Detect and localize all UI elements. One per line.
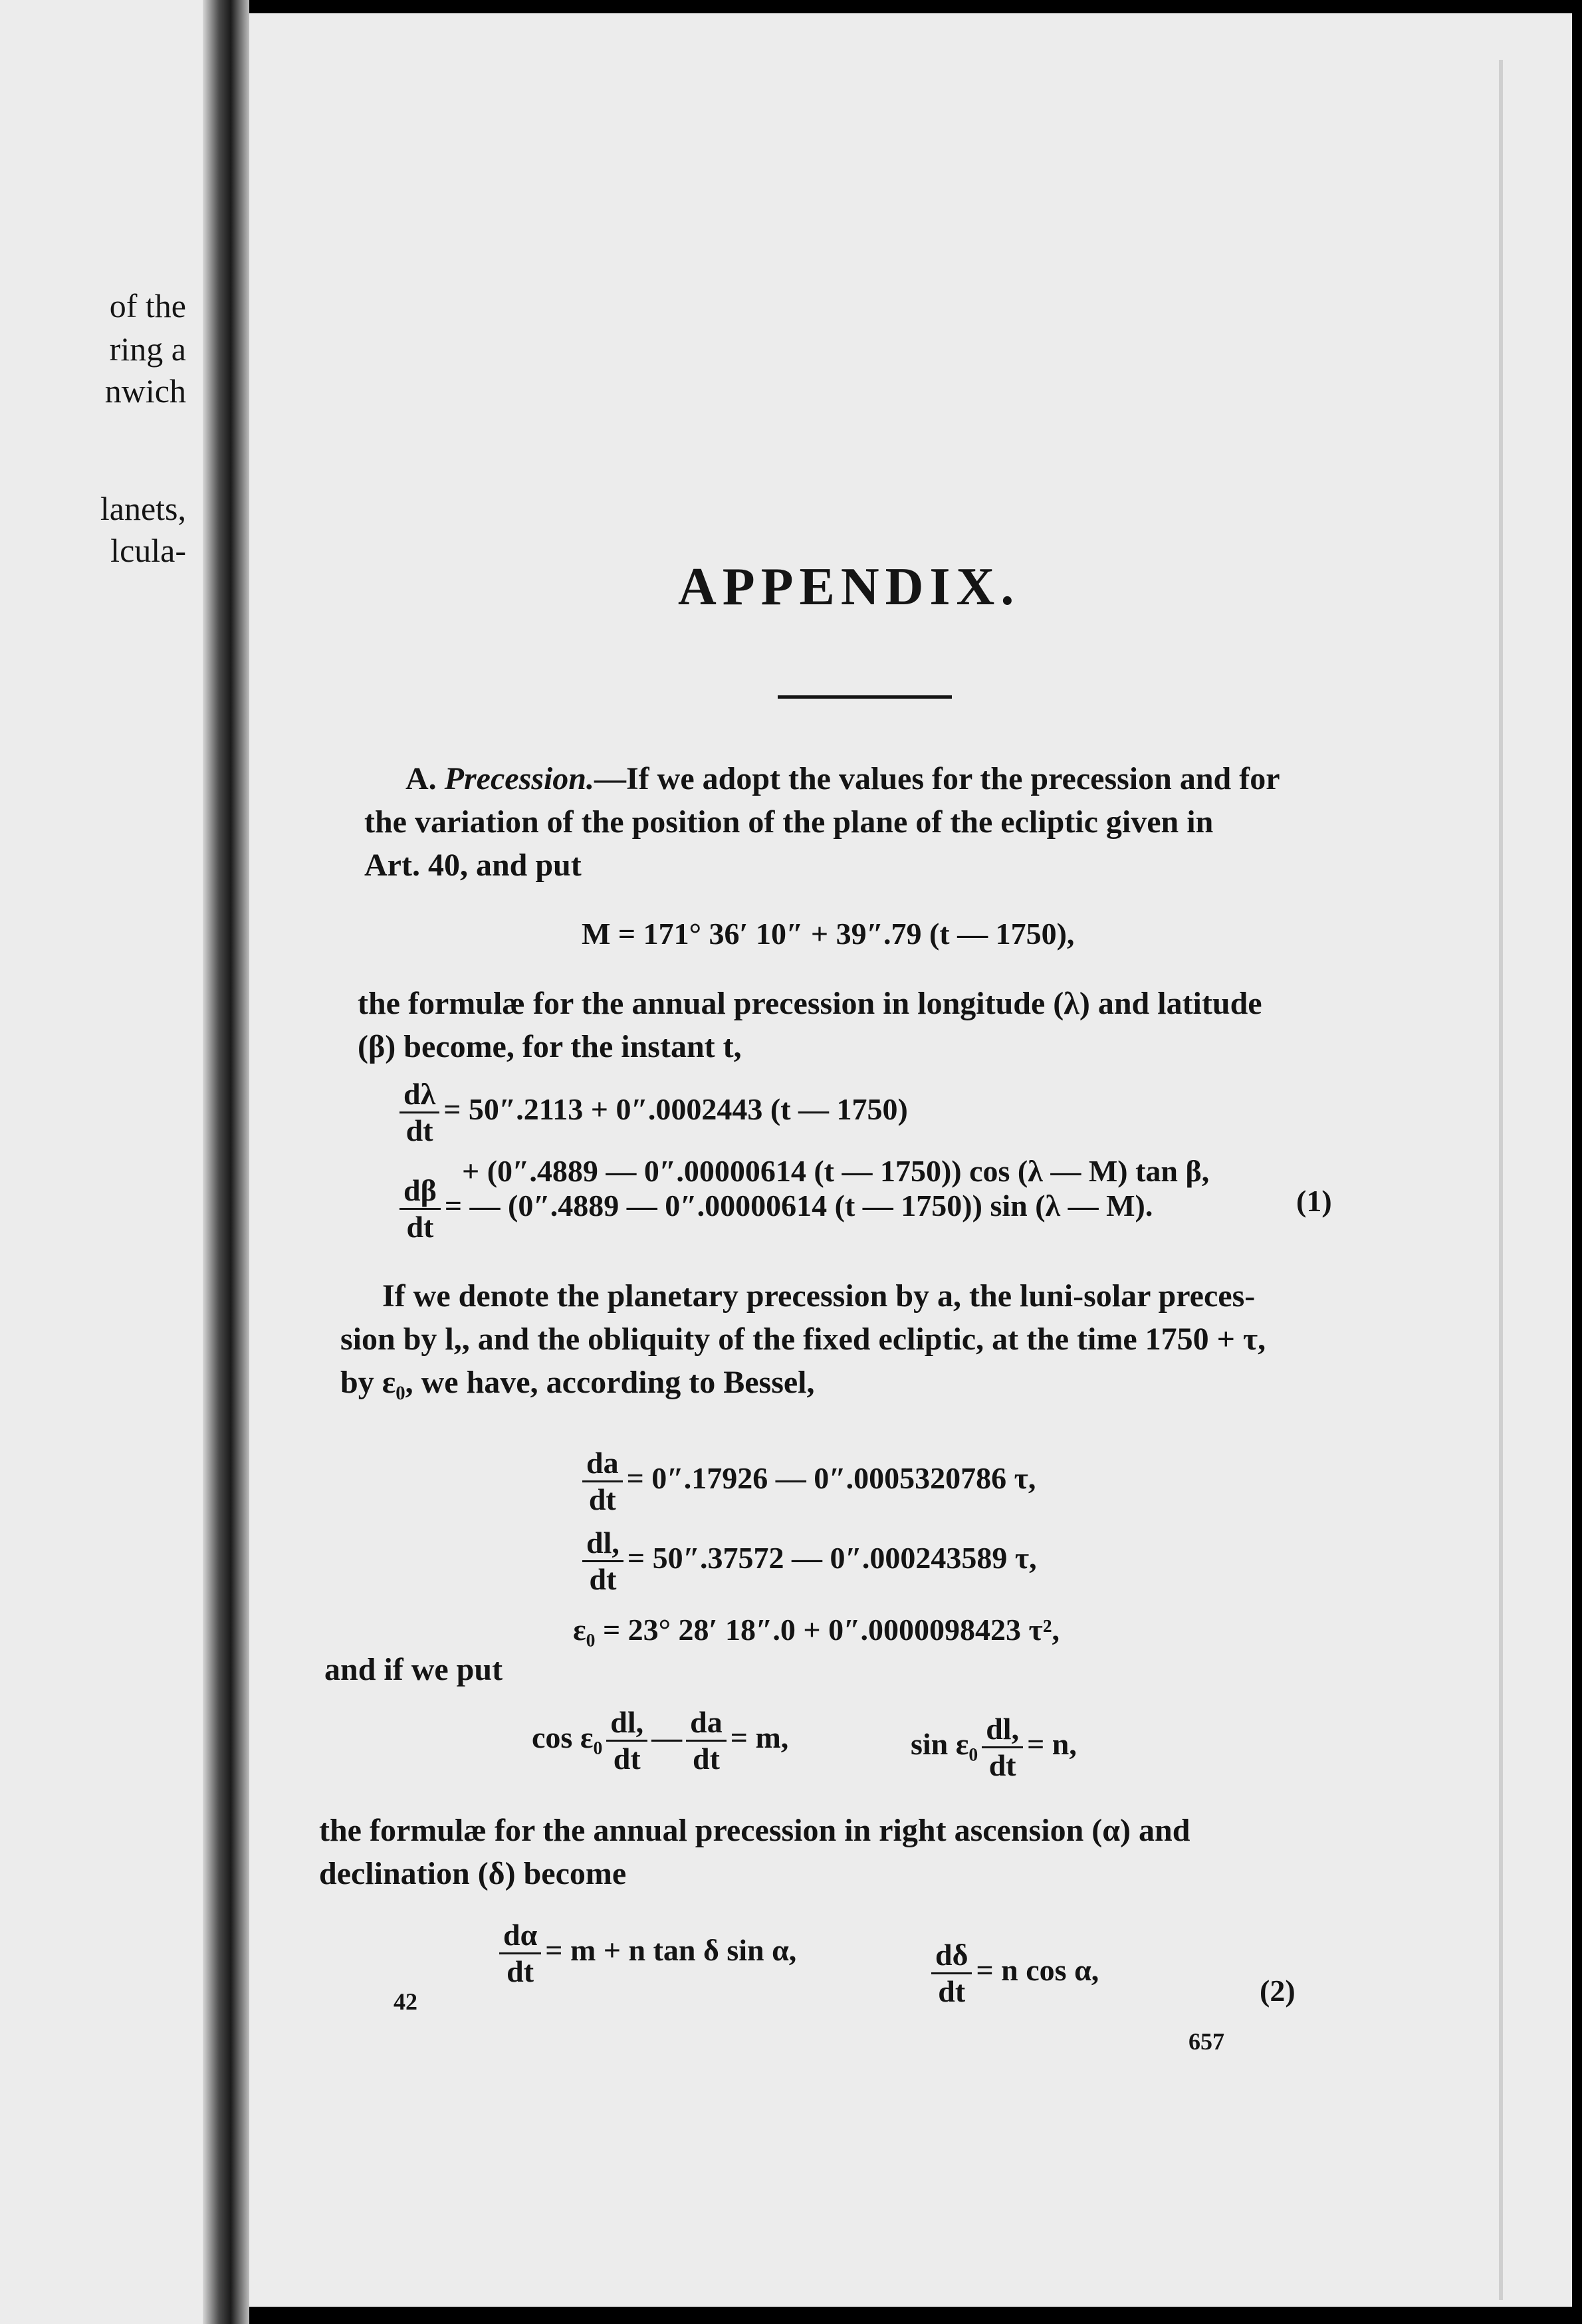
left-page-line: lanets, — [100, 490, 186, 527]
equation-1-row-3: $\frac{d\beta}{dt}$ = — (0″.4889 — 0″.00000614 (t — 1750)) sin (λ — M). — [396, 1173, 1153, 1244]
equation-1-row-1: $\frac{d\lambda}{dt}$ = 50″.2113 + 0″.0002443 (t — 1750) — [396, 1077, 908, 1148]
fraction-dlambda-dt: $\frac{d\lambda}{dt}$ — [399, 1077, 439, 1148]
left-page-line: of the — [109, 287, 186, 324]
equation-number-1: (1) — [1296, 1184, 1332, 1218]
left-page-line: ring a — [109, 330, 186, 368]
left-page — [0, 0, 203, 2324]
paragraph-1-line-3: Art. 40, and put — [364, 848, 582, 883]
fraction-dbeta-dt: $\frac{d\beta}{dt}$ — [399, 1173, 441, 1244]
equation-da-dt: $\frac{da}{dt}$ = 0″.17926 — 0″.0005320786 τ, — [578, 1446, 1036, 1517]
paragraph-2-line-2: (β) become, for the instant t, — [358, 1029, 742, 1064]
equation-n-definition: sin ε₀ $\frac{dl,}{dt}$ = n, — [911, 1712, 1077, 1782]
title-rule — [778, 695, 952, 699]
paragraph-4: and if we put — [324, 1652, 503, 1687]
fraction-da-dt: $\frac{da}{dt}$ — [686, 1705, 727, 1776]
paragraph-3-line-2: sion by l,, and the obliquity of the fixed ecliptic, at the time 1750 + τ, — [340, 1322, 1266, 1357]
fraction-dl-dt: $\frac{dl,}{dt}$ — [606, 1705, 647, 1776]
equation-2-alpha: $\frac{d\alpha}{dt}$ = m + n tan δ sin α, — [495, 1918, 796, 1989]
paragraph-1-line-1: A. Precession.—If we adopt the values for the precession and for — [405, 761, 1280, 796]
paragraph-3-line-3: by ε₀, we have, according to Bessel, — [340, 1365, 815, 1400]
equation-epsilon: ε₀ = 23° 28′ 18″.0 + 0″.0000098423 τ², — [573, 1613, 1060, 1647]
section-heading: Precession. — [444, 761, 594, 796]
paragraph-2-line-1: the formulæ for the annual precession in longitude (λ) and latitude — [358, 986, 1262, 1021]
paragraph-5-line-2: declination (δ) become — [319, 1856, 627, 1891]
left-page-line: nwich — [104, 372, 186, 409]
equation-dl-dt: $\frac{dl,}{dt}$ = 50″.37572 — 0″.000243589 τ, — [578, 1526, 1037, 1597]
signature-mark: 42 — [394, 1988, 417, 2015]
page-title: APPENDIX. — [678, 558, 1020, 616]
paragraph-3-line-1: If we denote the planetary precession by a, the luni-solar preces- — [382, 1278, 1256, 1314]
fraction-dl-dt: $\frac{dl,}{dt}$ — [982, 1712, 1023, 1783]
book-gutter — [203, 0, 249, 2324]
paragraph-5-line-1: the formulæ for the annual precession in right ascension (α) and — [319, 1813, 1190, 1848]
fraction-ddelta-dt: $\frac{d\delta}{dt}$ — [931, 1938, 972, 2009]
fraction-dalpha-dt: $\frac{d\alpha}{dt}$ — [499, 1918, 541, 1989]
equation-m: M = 171° 36′ 10″ + 39″.79 (t — 1750), — [582, 917, 1075, 951]
fraction-dl-dt: $\frac{dl,}{dt}$ — [582, 1526, 623, 1597]
equation-1-row-2: + (0″.4889 — 0″.00000614 (t — 1750)) cos (λ — M) tan β, — [462, 1154, 1210, 1188]
page-edge — [1499, 60, 1503, 2300]
left-page-line: lcula- — [110, 532, 186, 569]
fraction-da-dt: $\frac{da}{dt}$ — [582, 1446, 623, 1517]
page-number: 657 — [1188, 2028, 1224, 2055]
equation-2-delta: $\frac{d\delta}{dt}$ = n cos α, — [927, 1938, 1099, 2009]
paragraph-1-line-2: the variation of the position of the plane of the ecliptic given in — [364, 804, 1214, 840]
equation-number-2: (2) — [1260, 1974, 1296, 2008]
equation-m-definition: cos ε₀ $\frac{dl,}{dt}$ — $\frac{da}{dt}$ = m, — [532, 1705, 789, 1776]
